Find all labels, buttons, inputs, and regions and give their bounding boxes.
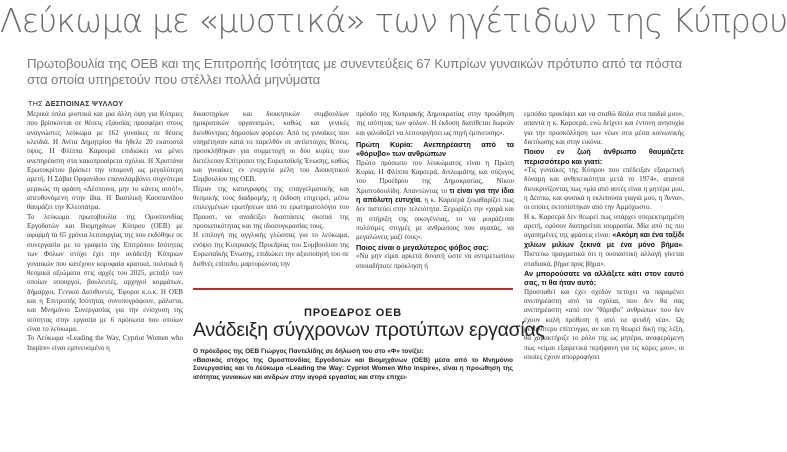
col3-paragraph: πρόοδο της Κυπριακής Δημοκρατίας στην προώθηση της ισότητας των φύλων. Η έκδοση διατίθεται δωρεάν και φιλοδοξεί να λειτουργήσει ως πηγή έμπνευσης». <box>356 110 514 137</box>
sidebox-label: ΠΡΟΕΔΡΟΣ ΟΕΒ <box>303 307 403 319</box>
subtitle: Πρωτοβουλία της ΟΕΒ και της Επιτροπής Ισότητας με συνεντεύξεις 67 Κυπρίων γυναικών πρότυπο από τα πόστα στα οποία υπηρετούν που στέλλει πολλά μηνύματα <box>27 56 683 87</box>
col3-text: , η κ. Καρσερά ξεκαθαρίζει πως δεν πιστεύει στην τελειότητα. Ξεχωρίζει την «χαρά και τη στήριξη της οικογένειας, το να μοιράζεσαι πολύτιμες στιγμές με ανθρώπους που αγαπάς, να μεγαλώνεις μαζί τους». <box>356 196 514 242</box>
col4-paragraph: Προσπαθεί και έχει σχεδόν πετύχει να παραμένει ανεπηρέαστη από τα σχόλια, που δεν θα σας ανεπηρέαστη «από τον "θόρυβο" ανθρώπων που δεν έχουν καλή πρόθεση ή από τα ψευδή νέα». Ως μεγαλύτερο επίτευγμα, αν και τη θεωρεί δική της λέξη, θα χαρακτήριζε το ρόλο της ως μητέρα, αναφερόμενη πως «είμαι εξαιρετικά περήφανη για τις κόρες μου», οι οποίες έχουν απορροφήσει <box>524 287 684 361</box>
col1-paragraph: Το Λεύκωμα «Leading the Way, Cypriot Women who Inspire» είναι εμπνευσμένο η <box>27 334 183 352</box>
col3-paragraph <box>356 159 514 243</box>
col1-paragraph: Μερικά όπλα μυστικά και μια άλλη όψη για Κύπριες που βρίσκονται σε θέσεις εξουσίας προσφέρει στους αναγνώστες λεύκωμα με 162 γυναίκες σε θέσεις κλειδιά. Η Ανίτα Δημητρίου θα ήθελε 20 εκατοστά ύψος, Η Φλίππα Καρσερά επιδιώκει να μένει ανεπηρέαστη στα κακοπροαίρετα σχόλια. Η Χριστάνα Ερωτοκρίτου βρίσκει την υπομονή ως μεγαλύτερη αρετή. Η Σάβια Ορφανίδου επαναλαμβάνει συχνότερα μερικώς τη φράση «Δέσποινα, μην το κάνεις αυτό!», απευθυνόμενη στην ίδια. Η Βασιλική Κασσιανίδου θαυμάζει την Κλεοπάτρα. <box>27 110 183 212</box>
sidebox-text <box>193 348 513 383</box>
question-heading-admire: Ποιον εν ζωή άνθρωπο θαυμάζετε περισσότερο και γιατί: <box>524 147 684 166</box>
article-column-1 <box>27 110 183 452</box>
col4-text: . Πιστεύω πραγματικά ότι η ουσιαστική αλλαγή γίνεται σταδιακά, βήμα προς βήμα». <box>524 240 684 268</box>
col3-text: Πρώτο πρόσωπο του λευκώματος είναι η Πρώτη Κυρία, Η Φλίππα Καρσερά, διπλωμάτης και σύζυγος του Προέδρου της Δημοκρατίας, Νίκου Χριστοδουλίδη. Απαντώντας το <box>356 158 514 195</box>
byline-author: ΔΕΣΠΟΙΝΑΣ ΨΥΛΛΟΥ <box>45 99 124 108</box>
byline <box>28 99 123 108</box>
sidebox-title: Ανάδειξη σύγχρονων προτύπων εργασίας <box>193 319 545 341</box>
question-heading-fear: Ποιος είναι ο μεγαλύτερος φόβος σας: <box>356 242 489 252</box>
col2-paragraph: Πέραν της καταγραφής της επαγγελματικής και θεσμικής τους διαδρομής, η έκδοση επιχειρεί, μέσω επιλεγμένων ερωτήσεων από το ερωτηματολόγιο του Προυστ, να αναδείξει διαστάσεις σκοπιά της προσωπικότητας και της ιδιοσυγκρασίας τους. <box>193 184 349 231</box>
col4-text: Η κ. Καρσερά δεν θεωρεί πως υπάρχει υπερεκτιμημένη αρετή, εφόσον διατηρείται ισορροπία. Μία από τις πιο αγαπημένες της φράσεις είναι: <box>524 212 684 240</box>
col3-paragraph: «Να μην είμαι αρκετά δυνατή ώστε να αντιμετωπίσω οποιαδήποτε πρόκληση ή <box>356 252 514 270</box>
article-column-3 <box>356 110 514 275</box>
col4-paragraph <box>524 213 684 269</box>
col4-paragraph: «Τις γυναίκες της Κύπρου που επέδειξαν εξαιρετική δύναμη και ανθεκτικότητα μετά το 1974», απαντά διευκρινίζοντας πως «μία από αυτές είναι η μητέρα μου, η Δέσπω, και φυσικά η εκλιπούσα γιαγιά μου, η Άννα», οι οποίες εκτοπίστηκαν από την Αμμόχωστο. <box>524 166 684 212</box>
byline-prefix: ΤΗΣ <box>28 99 43 108</box>
col2-paragraph: δικαστηρίων και διοικητικών συμβουλίων ημικρατικών οργανισμών, καθώς και γενικές διευθύντριες δημοσίων φορέων. Από τις γυναίκες που υπηρέτησαν κατά το παρελθόν σε αντίστοιχες θέσεις, προσκλήθηκαν για συμμετοχή οι δύο κυρίες που διετέλεσαν Επίτροποι της Ευρωπαϊκής Ένωσης, καθώς και γυναίκες εν ενεργεία μέλη του Διοικητικού Συμβουλίου της ΟΕΒ. <box>193 110 349 184</box>
col4-quote: «Ακόμη και ένα ταξίδι χιλίων μιλίων ξεκινά με ένα μόνο βήμα» <box>524 232 684 249</box>
section-heading-first-lady: Πρώτη Κυρία: Ανεπηρέαστη από τα «θόρυβο» των ανθρώπων <box>356 140 514 159</box>
article-column-4 <box>524 110 684 452</box>
col2-paragraph: Η επιλογή της αγγλικής γλώσσας για το λεύκωμα, ενόψει της Κυπριακής Προεδρίας του Συμβουλίου της Ευρωπαϊκής Ένωσης, επιδιώκει την αξιοποίησή του σε διεθνές επίπεδο, μαρτυρώντας την <box>193 231 349 268</box>
col4-paragraph: εμπόδιο προκύψει και να σταθώ δίπλα στα παιδιά μου», απαντά η κ. Καρσερά, ενώ δείχνει και έντονη ανησυχία για την προσκόλληση των νέων στα μέσα κοινωνικής δικτύωσης και στην εικόνα. <box>524 110 684 147</box>
article-column-2 <box>193 110 349 275</box>
headline: Λεύκωμα με «μυστικά» των ηγέτιδων της Κύπρου <box>0 2 787 40</box>
sidebox-lead: Ο πρόεδρος της ΟΕΒ Γιώργος Παντελίδης σε δήλωσή του στο «Φ» τονίζει: <box>193 348 424 355</box>
col3-bold-phrase: τι είναι για την ίδια η απόλυτη ευτυχία <box>356 187 514 205</box>
col1-paragraph: Το λεύκωμα πρωτοβουλία της Ομοσπονδίας Εργοδοτών και Βιομηχάνων Κύπρου (ΟΕΒ) με αφορμή τα 65 χρόνια λειτουργίας της που εκδόθηκε σε συνεργασία με το γραφείο της Επιτρόπου Ισότητας των Φύλων στόχο έχει την ανάδειξη Κύπριων γυναικών που κατέχουν κορυφαία κρατικά, πολιτικά ή θεσμικά αξιώματα στις αρχές του 2025, μεταξύ των οποίων υπουργοί, βουλευτές, αρχηγοί κομμάτων, δήμαρχοι, Γενικοί Διευθυντές, Έφοροι κ.ο.κ. Η ΟΕΒ και η Επιτροπής Ισότητας συνυπογράφουν, μάλιστα, και Μνημόνιο Συνεργασίας για την ενίσχυση της ισότητας στην εργασία με 6 πρόσωπα που οποίων είναι το λεύκωμα. <box>27 212 183 333</box>
sidebox-rule <box>193 288 513 290</box>
sidebox-body: «Βασικός στόχος της Ομοσπονδίας Εργοδοτών και Βιομηχάνων (ΟΕΒ) μέσα από το Μνημόνιο Συνεργασίας και το Λεύκωμα «Leading the Way: Cypriot Women Who Inspire», είναι η προώθηση της ισότητας γυναικών και ανδρών στην αγορά εργασίας και στην επιχει- <box>193 356 513 382</box>
question-heading-change: Αν μπορούσατε να αλλάξετε κάτι στον εαυτό σας, τι θα ήταν αυτό: <box>524 268 684 288</box>
